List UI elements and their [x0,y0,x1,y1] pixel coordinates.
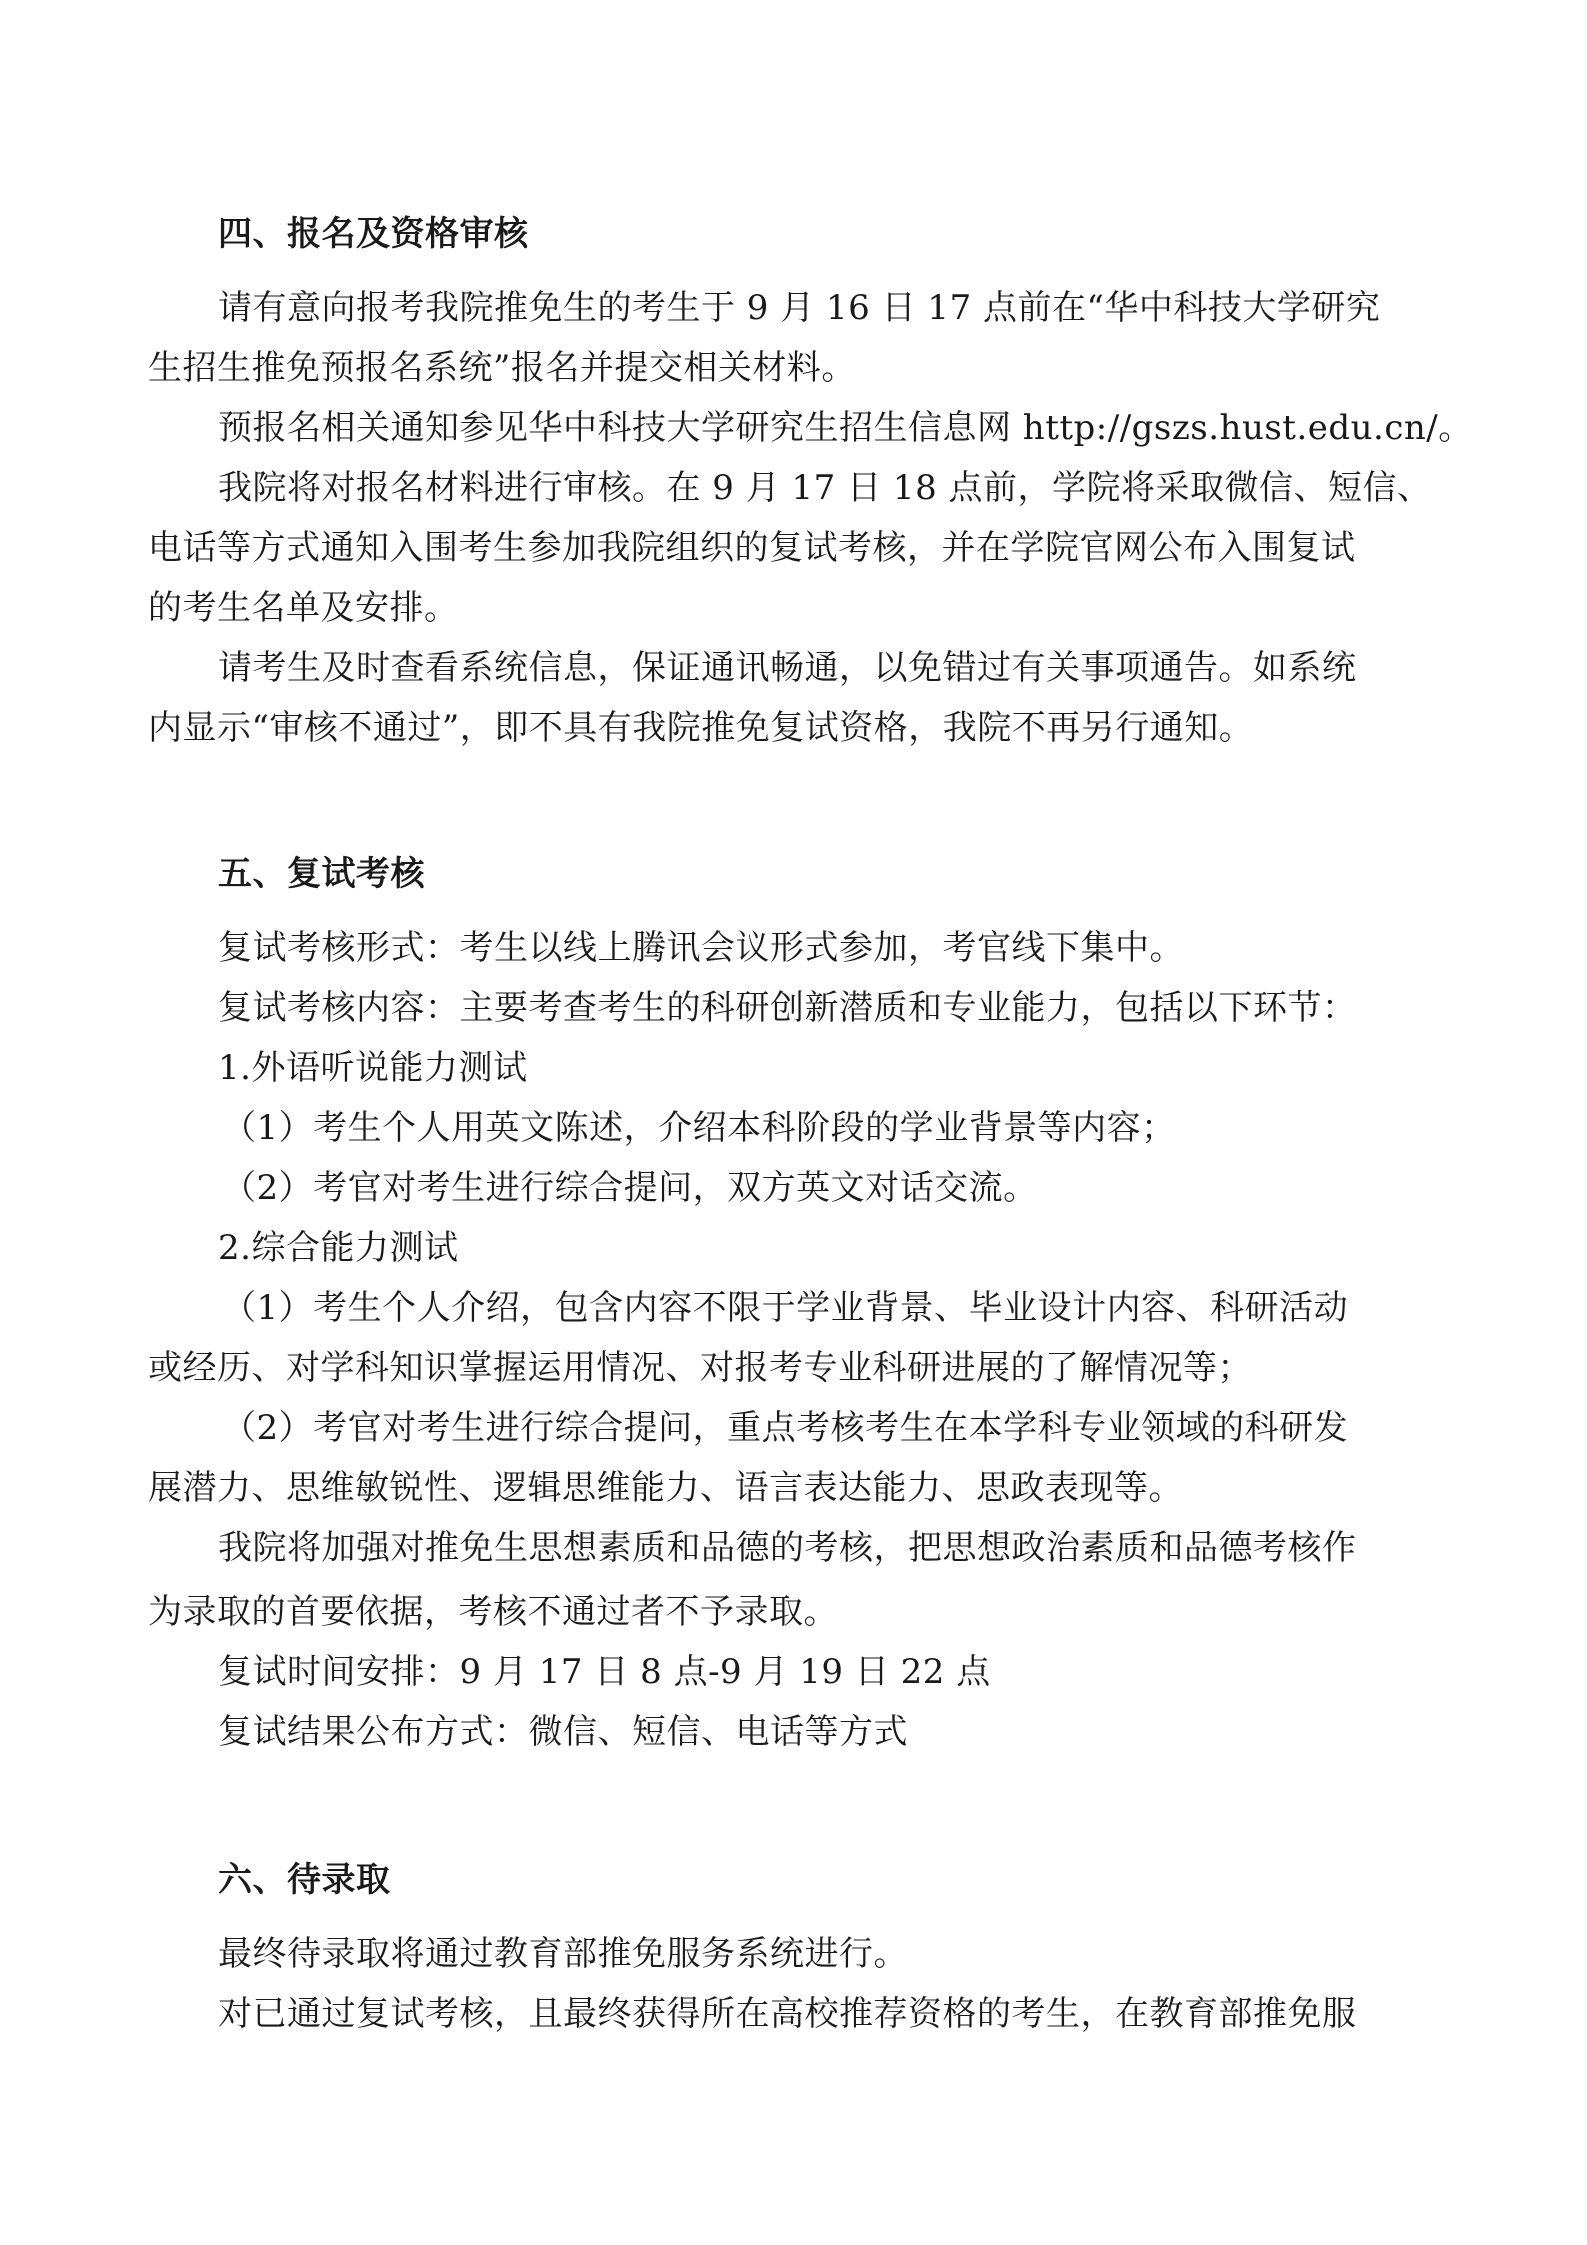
paragraph-line: 复试时间安排：9 月 17 日 8 点-9 月 19 日 22 点 [218,1652,991,1692]
paragraph-line: 请有意向报考我院推免生的考生于 9 月 16 日 17 点前在“华中科技大学研究 [218,288,1381,328]
paragraph-line: 最终待录取将通过教育部推免服务系统进行。 [218,1934,908,1974]
paragraph-line: 请考生及时查看系统信息，保证通讯畅通，以免错过有关事项通告。如系统 [218,648,1357,688]
paragraph-line: 我院将加强对推免生思想素质和品德的考核，把思想政治素质和品德考核作 [218,1528,1357,1568]
list-item: （1）考生个人用英文陈述，介绍本科阶段的学业背景等内容； [222,1108,1176,1148]
paragraph-line: 为录取的首要依据，考核不通过者不予录取。 [148,1592,838,1632]
list-item: 展潜力、思维敏锐性、逻辑思维能力、语言表达能力、思政表现等。 [148,1468,1183,1508]
list-item: （1）考生个人介绍，包含内容不限于学业背景、毕业设计内容、科研活动 [222,1288,1349,1328]
list-item: 或经历、对学科知识掌握运用情况、对报考专业科研进展的了解情况等； [148,1348,1252,1388]
paragraph-line: 复试考核内容：主要考查考生的科研创新潜质和专业能力，包括以下环节： [218,988,1357,1028]
paragraph-line: 复试结果公布方式：微信、短信、电话等方式 [218,1712,908,1752]
paragraph-line: 预报名相关通知参见华中科技大学研究生招生信息网 http://gszs.hust.edu.cn/。 [218,408,1473,448]
paragraph-line: 生招生推免预报名系统”报名并提交相关材料。 [148,348,856,388]
section-heading-5: 五、复试考核 [218,854,425,894]
list-item: （2）考官对考生进行综合提问，双方英文对话交流。 [222,1168,1038,1208]
section-heading-4: 四、报名及资格审核 [218,214,529,254]
paragraph-line: 复试考核形式：考生以线上腾讯会议形式参加，考官线下集中。 [218,928,1184,968]
paragraph-line: 对已通过复试考核，且最终获得所在高校推荐资格的考生，在教育部推免服 [218,1994,1357,2034]
list-item-title: 1.外语听说能力测试 [218,1048,528,1088]
list-item: （2）考官对考生进行综合提问，重点考核考生在本学科专业领域的科研发 [222,1408,1349,1448]
paragraph-line: 电话等方式通知入围考生参加我院组织的复试考核，并在学院官网公布入围复试 [148,528,1356,568]
paragraph-line: 内显示“审核不通过”，即不具有我院推免复试资格，我院不再另行通知。 [148,708,1254,748]
list-item-title: 2.综合能力测试 [218,1228,459,1268]
paragraph-line: 的考生名单及安排。 [148,588,459,628]
paragraph-line: 我院将对报名材料进行审核。在 9 月 17 日 18 点前，学院将采取微信、短信、 [218,468,1432,508]
section-heading-6: 六、待录取 [218,1860,391,1900]
